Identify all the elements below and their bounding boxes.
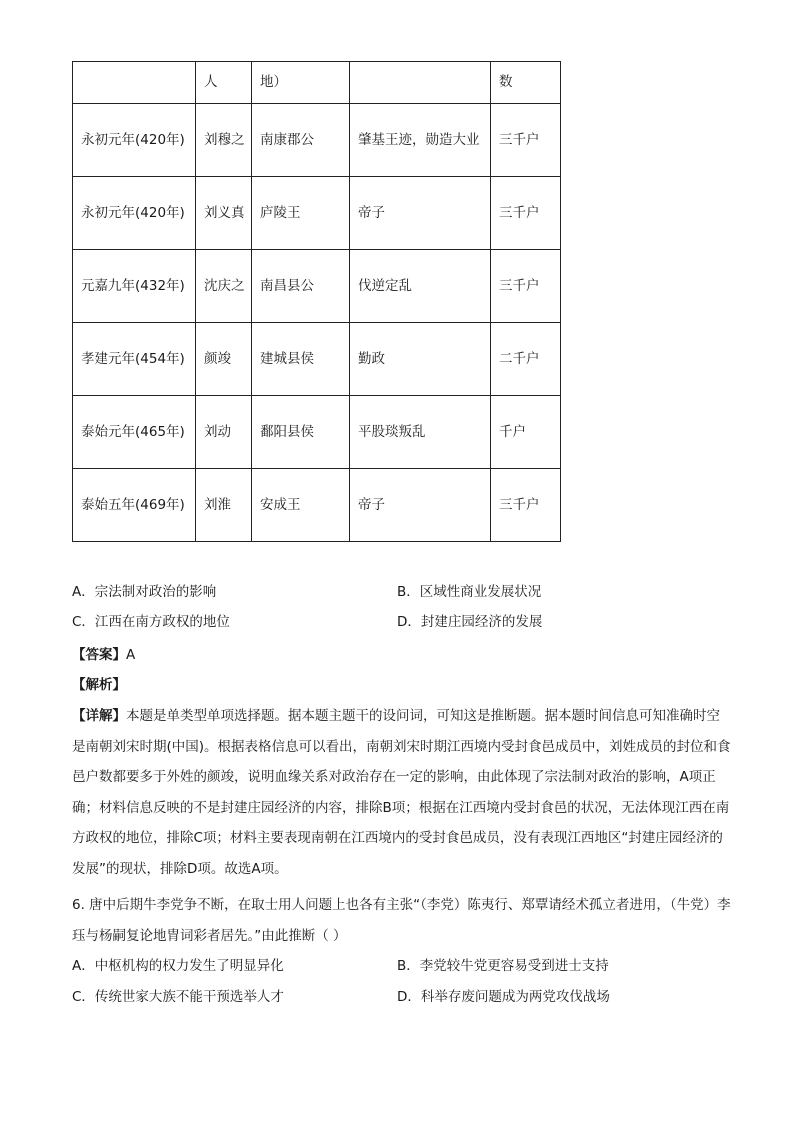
- table-cell: 庐陵王: [252, 177, 350, 250]
- table-cell: 地）: [252, 62, 350, 104]
- table-cell: 伐逆定乱: [350, 250, 491, 323]
- answer-value: A: [126, 647, 136, 663]
- table-cell: 颜竣: [196, 323, 252, 396]
- table-cell: 千户: [491, 396, 561, 469]
- table-cell: [350, 62, 491, 104]
- table-cell: 刘穆之: [196, 104, 252, 177]
- table-cell: 二千户: [491, 323, 561, 396]
- table-cell: 勤政: [350, 323, 491, 396]
- table-cell: 安成王: [252, 469, 350, 542]
- detail-text: 本题是单类型单项选择题。据本题主题干的设问词，可知这是推断题。据本题时间信息可知准确时空是南朝刘宋时期(中国)。根据表格信息可以看出，南朝刘宋时期江西境内受封食邑成员中，刘姓成员的封位和食邑户数都要多于外姓的颜竣，说明血缘关系对政治存在一定的影响，由此体现了宗法制对政治的影响，A项正确；材料信息反映的不是封建庄园经济的内容，排除B项；根据在江西境内受封食邑的状况，无法体现江西在南方政权的地位，排除C项；材料主要表现南朝在江西境内的受封食邑成员，没有表现江西地区“封建庄园经济的发展”的现状，排除D项。故选A项。: [72, 708, 731, 877]
- table-cell: 泰始元年(465年): [73, 396, 196, 469]
- table-cell: 南昌县公: [252, 250, 350, 323]
- table-cell: 人: [196, 62, 252, 104]
- table-cell: 帝子: [350, 469, 491, 542]
- table-row: [73, 469, 561, 542]
- q6-option-b: B．李党较牛党更容易受到进士支持: [397, 958, 609, 974]
- table-cell: 平股琰叛乱: [350, 396, 491, 469]
- detail-tag: 【详解】: [72, 708, 126, 724]
- table-row: [73, 250, 561, 323]
- table-cell: 数: [491, 62, 561, 104]
- table-cell: 建城县侯: [252, 323, 350, 396]
- table-row: [73, 396, 561, 469]
- q5-option-b: B．区域性商业发展状况: [397, 584, 542, 600]
- table-cell: 永初元年(420年): [73, 104, 196, 177]
- q6-stem: 6. 唐中后期牛李党争不断，在取士用人问题上也各有主张“（李党）陈夷行、郑覃请经术孤立者进用，（牛党）李珏与杨嗣复论地胄词彩者居先。”由此推断（ ）: [72, 897, 731, 944]
- table-cell: 泰始五年(469年): [73, 469, 196, 542]
- analysis-line: [72, 675, 126, 695]
- table-cell: 刘义真: [196, 177, 252, 250]
- q6-option-d: D．科举存废问题成为两党攻伐战场: [397, 989, 610, 1005]
- table-cell: 孝建元年(454年): [73, 323, 196, 396]
- table-cell: 永初元年(420年): [73, 177, 196, 250]
- table-cell: 帝子: [350, 177, 491, 250]
- table-row: [73, 177, 561, 250]
- table-cell: [73, 62, 196, 104]
- table-cell: 三千户: [491, 250, 561, 323]
- q6-option-c: C．传统世家大族不能干预选举人才: [72, 989, 284, 1005]
- table-cell: 刘淮: [196, 469, 252, 542]
- table-cell: 鄱阳县侯: [252, 396, 350, 469]
- table-cell: 三千户: [491, 177, 561, 250]
- table-row: [73, 104, 561, 177]
- q5-option-c: C．江西在南方政权的地位: [72, 614, 230, 630]
- table-header-row: [73, 62, 561, 104]
- q6-option-a: A．中枢机构的权力发生了明显异化: [72, 958, 284, 974]
- q5-option-d: D．封建庄园经济的发展: [397, 614, 543, 630]
- table-cell: 沈庆之: [196, 250, 252, 323]
- analysis-tag: 【解析】: [72, 677, 126, 693]
- table-cell: 三千户: [491, 104, 561, 177]
- table-row: [73, 323, 561, 396]
- table-cell: 刘动: [196, 396, 252, 469]
- table-cell: 南康郡公: [252, 104, 350, 177]
- answer-tag: 【答案】: [72, 647, 126, 663]
- table-cell: 三千户: [491, 469, 561, 542]
- q5-option-a: A．宗法制对政治的影响: [72, 584, 217, 600]
- table-cell: 肇基王迹，勋造大业: [350, 104, 491, 177]
- fief-table: [72, 61, 561, 542]
- detail-paragraph: [72, 701, 732, 884]
- table-cell: 元嘉九年(432年): [73, 250, 196, 323]
- answer-line: [72, 645, 135, 665]
